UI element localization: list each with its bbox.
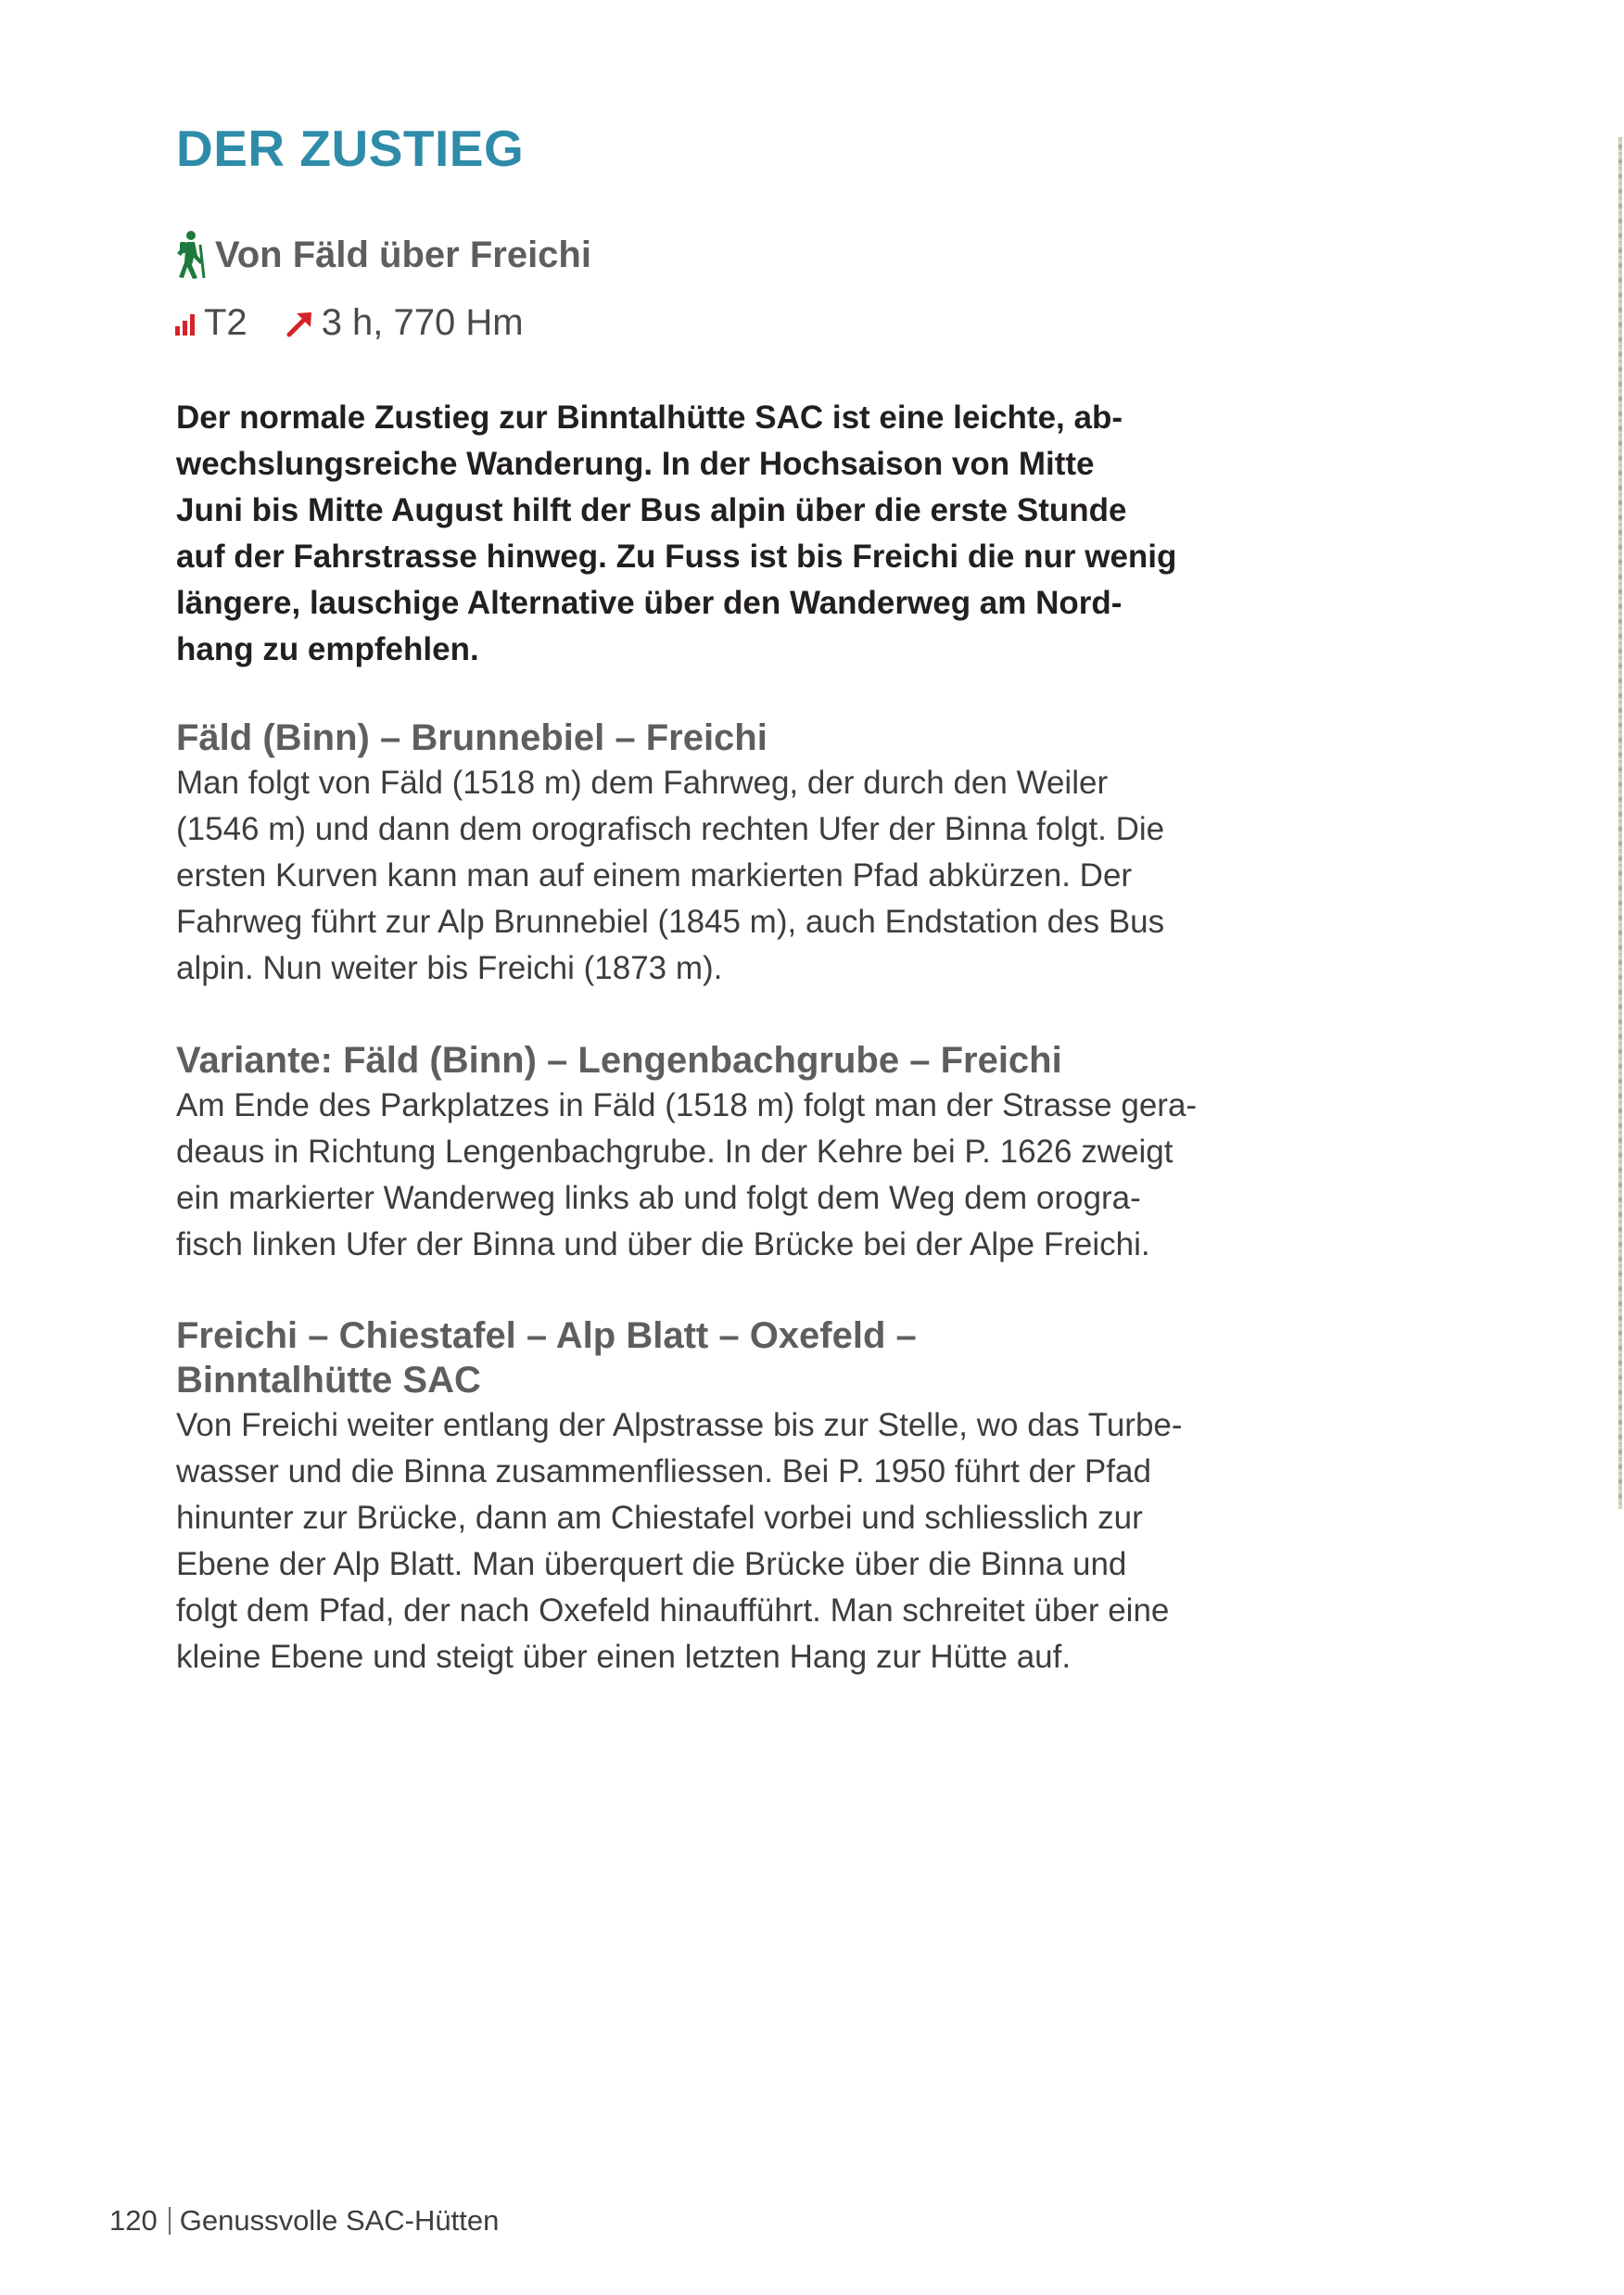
difficulty-badge	[174, 302, 247, 344]
section-body	[176, 760, 1205, 992]
intro-line: Der normale Zustieg zur Binntalhütte SAC ist eine leichte, ab-	[176, 399, 1123, 436]
page-title: DER ZUSTIEG	[176, 120, 525, 177]
page-number: 120	[109, 2204, 158, 2237]
hiker-icon	[172, 230, 208, 280]
section-body	[176, 1083, 1205, 1268]
intro-line: wechslungsreiche Wanderung. In der Hochsaison von Mitte	[176, 446, 1095, 482]
route-title: Von Fäld über Freichi	[215, 234, 591, 275]
section-heading	[176, 1038, 1205, 1083]
ascent-arrow-icon	[285, 308, 316, 339]
body-line: ein markierter Wanderweg links ab und folgt dem Weg dem orogra-	[176, 1180, 1141, 1216]
body-line: Fahrweg führt zur Alp Brunnebiel (1845 m), auch Endstation des Bus	[176, 904, 1165, 940]
body-line: (1546 m) und dann dem orografisch rechten Ufer der Binna folgt. Die	[176, 811, 1165, 847]
intro-paragraph	[176, 395, 1205, 673]
footer-divider	[169, 2207, 171, 2235]
duration-label: 3 h, 770 Hm	[321, 302, 524, 343]
route-meta	[174, 302, 524, 344]
body-line: Am Ende des Parkplatzes in Fäld (1518 m) folgt man der Strasse gera-	[176, 1087, 1198, 1123]
section-heading-line: Binntalhütte SAC	[176, 1360, 481, 1401]
route-heading	[172, 230, 591, 280]
duration-badge	[285, 302, 524, 344]
body-line: Ebene der Alp Blatt. Man überquert die Brücke über die Binna und	[176, 1546, 1127, 1582]
body-line: Man folgt von Fäld (1518 m) dem Fahrweg, der durch den Weiler	[176, 765, 1109, 801]
section-heading-line: Freichi – Chiestafel – Alp Blatt – Oxefeld –	[176, 1315, 917, 1356]
section-heading	[176, 1313, 1205, 1402]
section-heading	[176, 716, 1205, 760]
page-footer	[109, 2204, 499, 2238]
route-section-variante	[176, 1038, 1205, 1268]
intro-line: hang zu empfehlen.	[176, 631, 479, 667]
body-line: hinunter zur Brücke, dann am Chiestafel vorbei und schliesslich zur	[176, 1500, 1143, 1536]
body-line: Von Freichi weiter entlang der Alpstrasse bis zur Stelle, wo das Turbe-	[176, 1407, 1183, 1443]
body-line: kleine Ebene und steigt über einen letzten Hang zur Hütte auf.	[176, 1639, 1072, 1675]
route-section-freichi-huette	[176, 1313, 1205, 1680]
book-title: Genussvolle SAC-Hütten	[179, 2204, 500, 2237]
difficulty-label: T2	[204, 302, 247, 343]
body-line: deaus in Richtung Lengenbachgrube. In der Kehre bei P. 1626 zweigt	[176, 1134, 1174, 1170]
intro-line: auf der Fahrstrasse hinweg. Zu Fuss ist bis Freichi die nur wenig	[176, 539, 1177, 575]
difficulty-bars-icon	[174, 311, 198, 336]
section-heading-line: Variante: Fäld (Binn) – Lengenbachgrube – Freichi	[176, 1040, 1062, 1081]
route-section-faeld-brunnebiel	[176, 716, 1205, 992]
body-line: wasser und die Binna zusammenfliessen. Bei P. 1950 führt der Pfad	[176, 1453, 1151, 1490]
body-line: folgt dem Pfad, der nach Oxefeld hinaufführt. Man schreitet über eine	[176, 1592, 1170, 1629]
facing-page-edge	[1618, 137, 1622, 1509]
intro-line: längere, lauschige Alternative über den Wanderweg am Nord-	[176, 585, 1123, 621]
section-body	[176, 1402, 1205, 1680]
body-line: fisch linken Ufer der Binna und über die Brücke bei der Alpe Freichi.	[176, 1226, 1150, 1262]
intro-line: Juni bis Mitte August hilft der Bus alpin über die erste Stunde	[176, 492, 1127, 528]
body-line: alpin. Nun weiter bis Freichi (1873 m).	[176, 950, 723, 986]
section-heading-line: Fäld (Binn) – Brunnebiel – Freichi	[176, 717, 768, 758]
body-line: ersten Kurven kann man auf einem markierten Pfad abkürzen. Der	[176, 857, 1133, 894]
